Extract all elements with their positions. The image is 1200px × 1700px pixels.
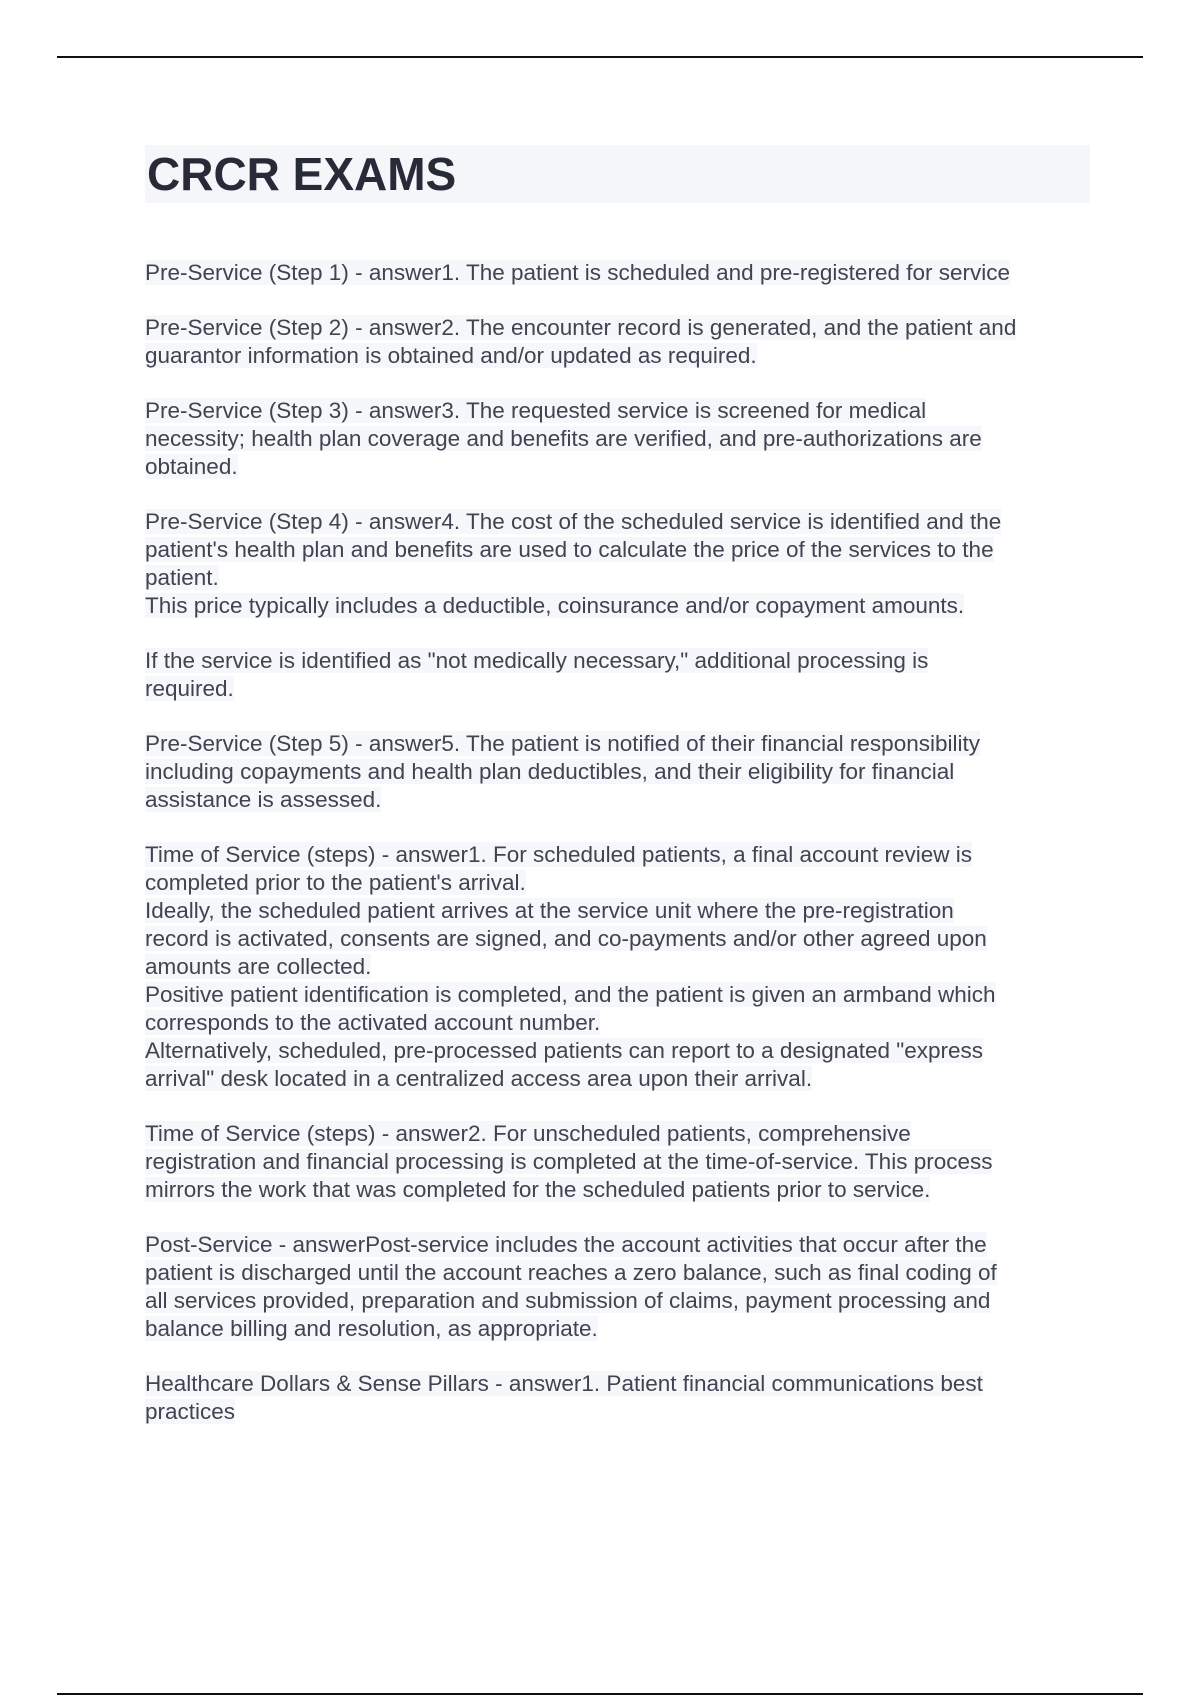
qa-text-line — [145, 1065, 1090, 1093]
qa-entry — [145, 1120, 1090, 1204]
qa-entry — [145, 314, 1090, 370]
qa-text-line — [145, 1231, 1090, 1259]
qa-text: This price typically includes a deductible, coinsurance and/or copayment amounts. — [145, 593, 965, 618]
qa-text-line — [145, 675, 1090, 703]
qa-entry — [145, 508, 1090, 703]
qa-text-line — [145, 453, 1090, 481]
qa-text-line — [145, 592, 1090, 620]
qa-entry — [145, 730, 1090, 814]
document-title: CRCR EXAMS — [145, 145, 1090, 203]
qa-text-line — [145, 1287, 1090, 1315]
qa-text-line — [145, 508, 1090, 536]
qa-text: Healthcare Dollars & Sense Pillars - answer1. Patient financial communications best — [145, 1371, 983, 1396]
qa-text-line — [145, 536, 1090, 564]
qa-text: patient's health plan and benefits are used to calculate the price of the services to the — [145, 537, 994, 562]
qa-text: corresponds to the activated account number. — [145, 1010, 601, 1035]
qa-text-line — [145, 1148, 1090, 1176]
qa-text-line — [145, 981, 1090, 1009]
bottom-rule — [57, 1693, 1143, 1695]
qa-text: registration and financial processing is completed at the time-of-service. This process — [145, 1149, 993, 1174]
qa-text: obtained. — [145, 454, 238, 479]
qa-text-line — [145, 897, 1090, 925]
qa-text: Time of Service (steps) - answer2. For unscheduled patients, comprehensive — [145, 1121, 911, 1146]
top-rule — [57, 56, 1143, 58]
qa-text-line — [145, 314, 1090, 342]
qa-text-line — [145, 1037, 1090, 1065]
qa-text: Pre-Service (Step 2) - answer2. The encounter record is generated, and the patient and — [145, 315, 1017, 340]
qa-text: amounts are collected. — [145, 954, 372, 979]
qa-text-line — [145, 1370, 1090, 1398]
qa-text-line — [145, 1259, 1090, 1287]
qa-text-line — [145, 397, 1090, 425]
qa-text: Pre-Service (Step 5) - answer5. The patient is notified of their financial responsibility — [145, 731, 980, 756]
qa-text: all services provided, preparation and submission of claims, payment processing and — [145, 1288, 991, 1313]
qa-text: necessity; health plan coverage and benefits are verified, and pre-authorizations are — [145, 426, 982, 451]
qa-text-line — [145, 758, 1090, 786]
qa-text-line — [145, 564, 1090, 592]
qa-text: mirrors the work that was completed for the scheduled patients prior to service. — [145, 1177, 931, 1202]
qa-text: Alternatively, scheduled, pre-processed patients can report to a designated "express — [145, 1038, 984, 1063]
qa-text-line — [145, 1315, 1090, 1343]
qa-text: Pre-Service (Step 4) - answer4. The cost of the scheduled service is identified and the — [145, 509, 1002, 534]
qa-text: Pre-Service (Step 1) - answer1. The patient is scheduled and pre-registered for service — [145, 260, 1010, 285]
qa-text-line — [145, 953, 1090, 981]
qa-text: patient is discharged until the account reaches a zero balance, such as final coding of — [145, 1260, 997, 1285]
qa-text: practices — [145, 1399, 236, 1424]
qa-text-line — [145, 1398, 1090, 1426]
qa-text: If the service is identified as "not medically necessary," additional processing is — [145, 648, 929, 673]
qa-text-line — [145, 1009, 1090, 1037]
qa-text: assistance is assessed. — [145, 787, 382, 812]
qa-text-line — [145, 259, 1090, 287]
qa-list — [145, 259, 1090, 1426]
qa-text-line — [145, 425, 1090, 453]
qa-entry — [145, 841, 1090, 1093]
qa-entry — [145, 259, 1090, 287]
qa-text-line — [145, 869, 1090, 897]
document-content — [145, 145, 1090, 1453]
qa-text: balance billing and resolution, as appropriate. — [145, 1316, 598, 1341]
paragraph-gap — [145, 620, 1090, 647]
qa-text-line — [145, 1176, 1090, 1204]
qa-text-line — [145, 342, 1090, 370]
qa-text: Time of Service (steps) - answer1. For scheduled patients, a final account review is — [145, 842, 973, 867]
qa-text-line — [145, 841, 1090, 869]
qa-text: arrival" desk located in a centralized access area upon their arrival. — [145, 1066, 813, 1091]
qa-entry — [145, 1231, 1090, 1343]
qa-text: Ideally, the scheduled patient arrives at the service unit where the pre-registration — [145, 898, 954, 923]
qa-text: record is activated, consents are signed, and co-payments and/or other agreed upon — [145, 926, 987, 951]
qa-text-line — [145, 1120, 1090, 1148]
qa-text-line — [145, 786, 1090, 814]
qa-text: Post-Service - answerPost-service includes the account activities that occur after the — [145, 1232, 987, 1257]
qa-text: required. — [145, 676, 234, 701]
qa-text-line — [145, 925, 1090, 953]
qa-text: completed prior to the patient's arrival. — [145, 870, 526, 895]
qa-text: Pre-Service (Step 3) - answer3. The requested service is screened for medical — [145, 398, 927, 423]
qa-text-line — [145, 647, 1090, 675]
qa-text: including copayments and health plan deductibles, and their eligibility for financial — [145, 759, 955, 784]
qa-entry — [145, 1370, 1090, 1426]
qa-text: Positive patient identification is completed, and the patient is given an armband which — [145, 982, 996, 1007]
qa-entry — [145, 397, 1090, 481]
qa-text-line — [145, 730, 1090, 758]
qa-text: guarantor information is obtained and/or updated as required. — [145, 343, 757, 368]
qa-text: patient. — [145, 565, 219, 590]
